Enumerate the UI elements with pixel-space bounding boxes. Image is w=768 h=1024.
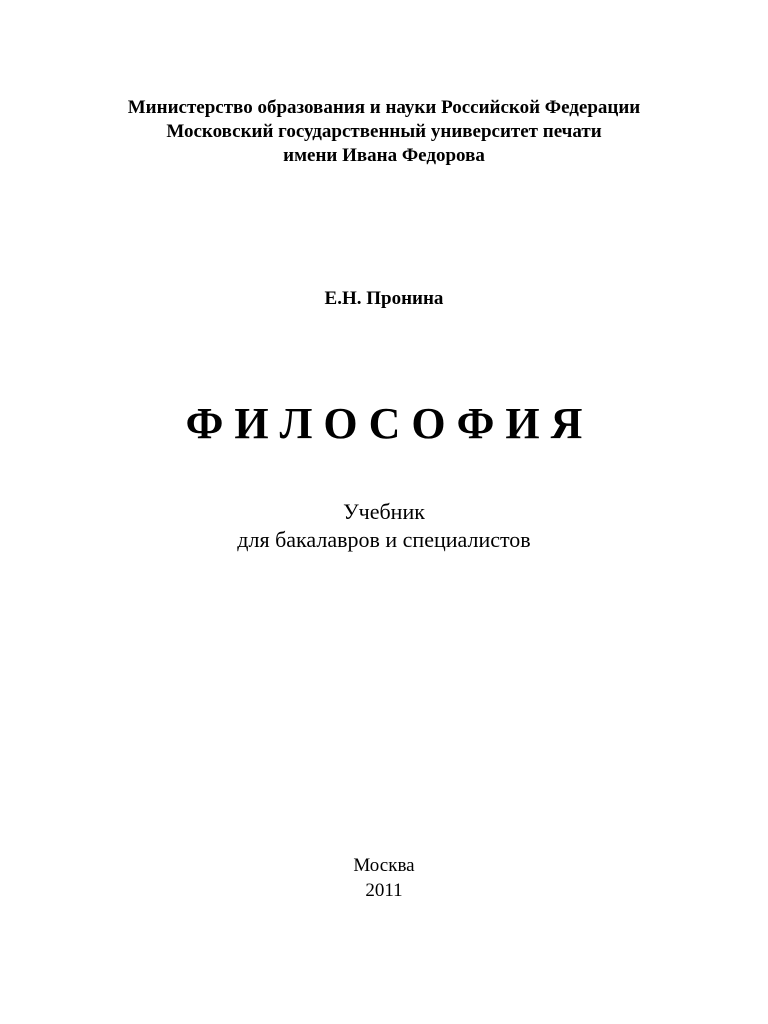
university-name: Московский государственный университет печати [166, 121, 602, 142]
institution-header [0, 96, 768, 168]
university-namesake: имени Ивана Федорова [283, 145, 485, 166]
subtitle-type: Учебник [343, 499, 425, 524]
imprint [0, 853, 768, 903]
subtitle-audience: для бакалавров и специалистов [237, 527, 531, 552]
ministry-name: Министерство образования и науки Российской Федерации [127, 97, 641, 118]
imprint-year: 2011 [365, 880, 403, 901]
imprint-city: Москва [353, 855, 415, 876]
book-title: Ф И Л О С О Ф И Я [185, 399, 583, 448]
author-name: Е.Н. Пронина [324, 288, 444, 309]
book-subtitle [0, 498, 768, 554]
